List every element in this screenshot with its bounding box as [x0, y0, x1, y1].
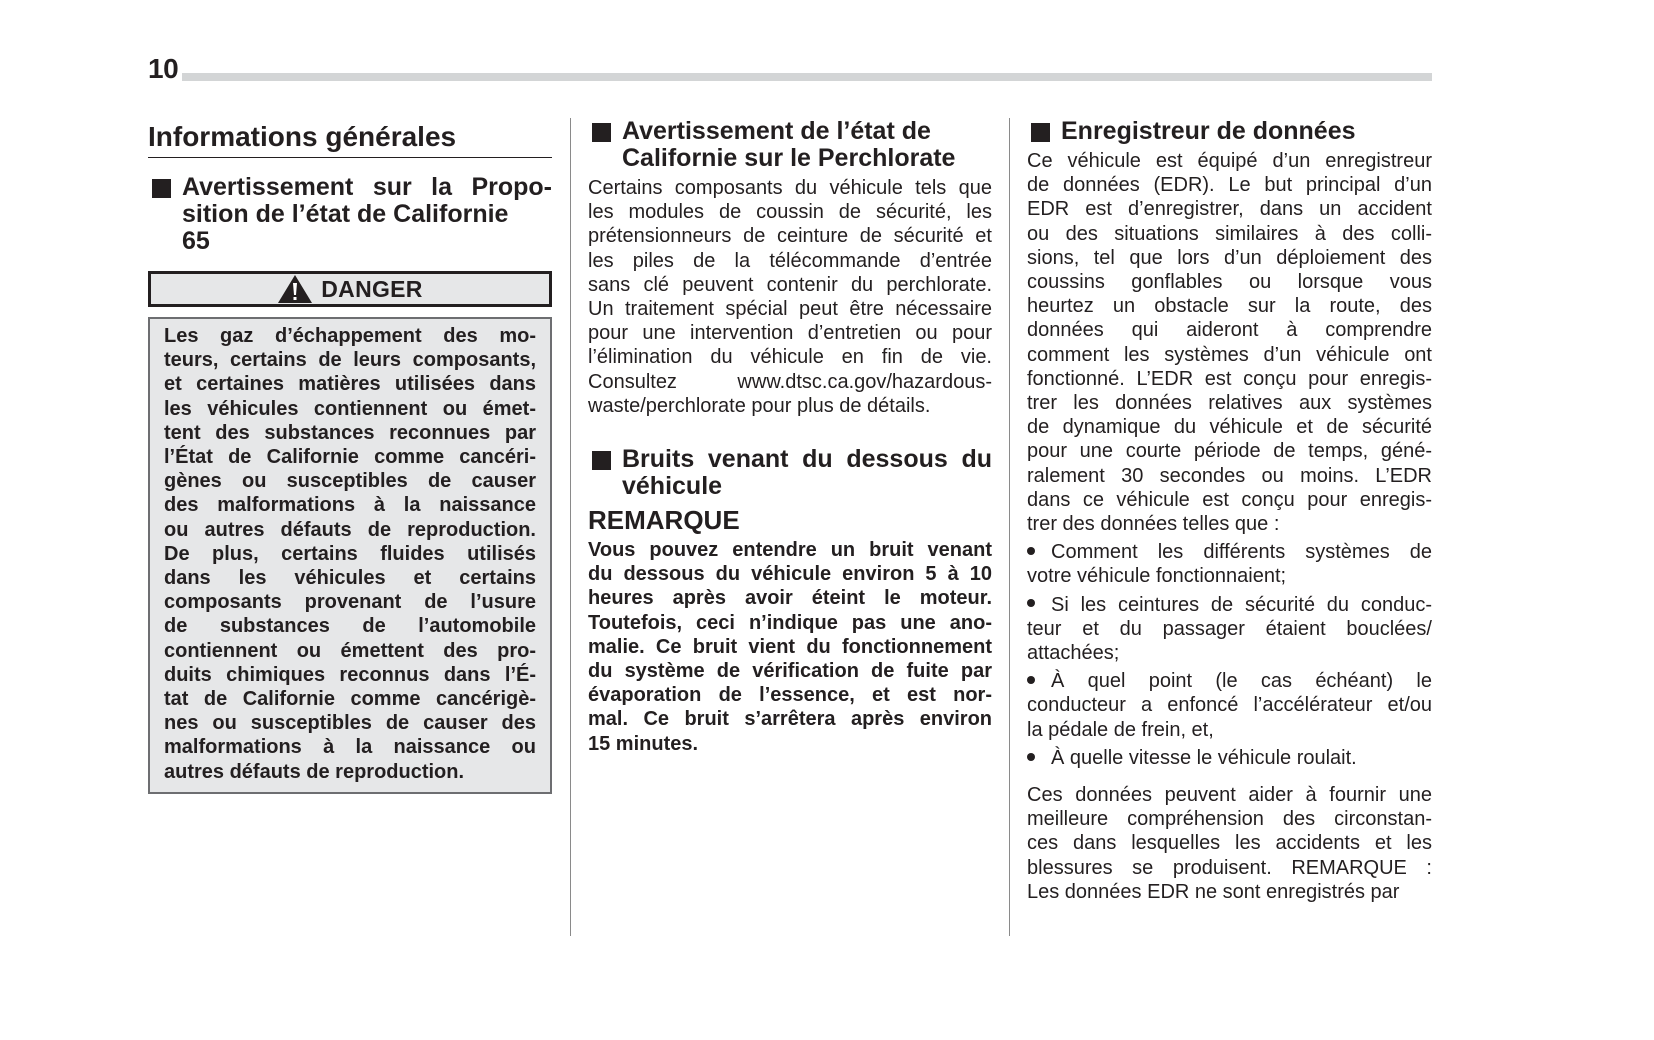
noise-text-line: Vous pouvez entendre un bruit venant — [588, 539, 992, 562]
edr-bullet-item — [1027, 746, 1432, 770]
edr-bullet-item — [1027, 669, 1432, 742]
heading-line: Californie sur le Perchlorate — [622, 144, 956, 172]
edr-closing-line: ces dans lesquelles les accidents et les — [1027, 832, 1432, 855]
perchlorate-text-line: l’élimination du véhicule en fin de vie. — [588, 346, 992, 369]
edr-closing-line: Les données EDR ne sont enregistrés par — [1027, 880, 1400, 903]
edr-text-line: de données (EDR). Le but principal d’un — [1027, 174, 1432, 197]
danger-text-line: teurs, certains de leurs composants, — [164, 349, 536, 372]
danger-text-line: duits chimiques reconnus dans l’É- — [164, 663, 536, 686]
bullet-text-line: Si les ceintures de sécurité du conduc- — [1027, 593, 1432, 617]
noise-text-line: heures après avoir éteint le moteur. — [588, 587, 992, 610]
noise-text-line: mal. Ce bruit s’arrêtera après environ — [588, 708, 992, 731]
edr-text-line: Ce véhicule est équipé d’un enregistreur — [1027, 150, 1432, 172]
danger-text-line: contiennent ou émettent des pro- — [164, 639, 536, 662]
column-edr — [1027, 118, 1432, 904]
edr-bullet-item — [1027, 593, 1432, 666]
heading-square-icon — [592, 123, 611, 142]
edr-text-line: coussins gonflables ou lorsque vous — [1027, 271, 1432, 294]
edr-text-line: EDR est d’enregistrer, dans un accident — [1027, 198, 1432, 221]
bullet-text-line: À quel point (le cas échéant) le — [1027, 669, 1432, 693]
perchlorate-text-line: les piles de la télécommande d’entrée — [588, 249, 992, 272]
column-divider — [570, 118, 571, 936]
danger-text-line: de substances de l’automobile — [164, 615, 536, 638]
edr-closing-line: Ces données peuvent aider à fournir une — [1027, 784, 1432, 807]
edr-closing-line: blessures se produisent. REMARQUE : — [1027, 856, 1432, 879]
noise-text-line: malie. Ce bruit vient du fonctionnement — [588, 635, 992, 658]
perchlorate-text-line: Certains composants du véhicule tels que — [588, 177, 992, 199]
noise-text-line: du système de vérification de fuite par — [588, 660, 992, 683]
page-number: 10 — [148, 53, 179, 84]
edr-text-line: données qui aideront à comprendre — [1027, 319, 1432, 342]
noise-text-line: 15 minutes. — [588, 732, 699, 755]
heading-square-icon — [1031, 123, 1050, 142]
noise-heading — [588, 446, 992, 500]
heading-line: 65 — [182, 227, 210, 255]
edr-intro — [1027, 149, 1432, 536]
bullet-icon — [1027, 547, 1035, 555]
heading-line: Avertissement sur la Propo- — [182, 173, 552, 201]
danger-header — [148, 271, 552, 307]
perchlorate-text-line: sans clé peuvent contenir du perchlorate. — [588, 273, 992, 296]
bullet-text-line: la pédale de frein, et, — [1027, 718, 1214, 741]
edr-text-line: trer les données relatives aux systèmes — [1027, 392, 1432, 415]
perchlorate-heading — [588, 118, 992, 172]
danger-text-line: Les gaz d’échappement des mo- — [164, 325, 536, 347]
danger-label: DANGER — [321, 275, 423, 302]
edr-closing — [1027, 783, 1432, 904]
edr-text-line: dans ce véhicule est conçu pour enregis- — [1027, 488, 1432, 511]
heading-line: sition de l’état de Californie — [182, 200, 509, 228]
heading-square-icon — [152, 179, 171, 198]
edr-text-line: fonctionné. L’EDR est conçu pour enregis- — [1027, 367, 1432, 390]
bullet-icon — [1027, 676, 1035, 684]
edr-heading — [1027, 118, 1432, 145]
perchlorate-text-line: waste/perchlorate pour plus de détails. — [588, 394, 931, 417]
danger-text-line: malformations à la naissance ou — [164, 736, 536, 759]
perchlorate-text-line: prétensionneurs de ceinture de sécurité et — [588, 225, 992, 248]
danger-text-line: les véhicules contiennent ou émet- — [164, 397, 536, 420]
danger-text-line: tat de Californie comme cancérigè- — [164, 688, 536, 711]
danger-message — [148, 317, 552, 794]
bullet-icon — [1027, 753, 1035, 761]
danger-text-line: des malformations à la naissance — [164, 494, 536, 517]
heading-line: Bruits venant du dessous du — [622, 445, 992, 474]
bullet-icon — [1027, 599, 1035, 607]
danger-text-line: De plus, certains fluides utilisés — [164, 542, 536, 565]
edr-text-line: de dynamique du véhicule et de sécurité — [1027, 416, 1432, 439]
bullet-text-line: teur et du passager étaient bouclées/ — [1027, 617, 1432, 640]
edr-text-line: heurtez un obstacle sur la route, des — [1027, 295, 1432, 318]
bullet-text-line: attachées; — [1027, 642, 1120, 665]
header-rule — [182, 73, 1432, 81]
bullet-text-line: conducteur a enfoncé l’accélérateur et/ou — [1027, 694, 1432, 717]
prop65-heading — [148, 174, 552, 255]
perchlorate-body — [588, 176, 992, 418]
column-perchlorate-noise — [588, 118, 992, 756]
edr-bullet-item — [1027, 540, 1432, 588]
warning-triangle-icon — [277, 274, 313, 304]
edr-text-line: trer des données telles que : — [1027, 513, 1280, 536]
edr-closing-line: meilleure compréhension des circonstan- — [1027, 808, 1432, 831]
danger-text-line: l’État de Californie comme cancéri- — [164, 446, 536, 469]
bullet-text-line: À quelle vitesse le véhicule roulait. — [1027, 746, 1432, 770]
edr-text-line: ralement 30 secondes ou moins. L’EDR — [1027, 464, 1432, 487]
perchlorate-text-line: pour une intervention d’entretien ou pour — [588, 322, 992, 345]
edr-text-line: sions, tel que lors d’un déploiement des — [1027, 246, 1432, 269]
section-title: Informations générales — [148, 118, 552, 158]
column-divider — [1009, 118, 1010, 936]
edr-text-line: comment les systèmes d’un véhicule ont — [1027, 343, 1432, 366]
heading-line: Enregistreur de données — [1061, 117, 1356, 145]
remarque-label: REMARQUE — [588, 505, 740, 536]
danger-text-line: dans les véhicules et certains — [164, 567, 536, 590]
danger-text-line: et certaines matières utilisées dans — [164, 373, 536, 396]
bullet-text-line: votre véhicule fonctionnaient; — [1027, 565, 1287, 588]
perchlorate-text-line: Un traitement spécial peut être nécessaire — [588, 298, 992, 321]
column-general-info — [148, 118, 552, 794]
heading-square-icon — [592, 451, 611, 470]
perchlorate-text-line: Consultez www.dtsc.ca.gov/hazardous- — [588, 370, 992, 393]
edr-text-line: ou des situations similaires à des colli- — [1027, 222, 1432, 245]
edr-text-line: pour une courte période de temps, géné- — [1027, 440, 1432, 463]
bullet-text-line: Comment les différents systèmes de — [1027, 540, 1432, 564]
danger-text-line: autres défauts de reproduction. — [164, 760, 465, 783]
noise-note — [588, 538, 992, 756]
edr-bullet-list — [1027, 536, 1432, 770]
noise-text-line: Toutefois, ceci n’indique pas une ano- — [588, 611, 992, 634]
danger-text-line: composants provenant de l’usure — [164, 591, 536, 614]
heading-line: Avertissement de l’état de — [622, 117, 931, 145]
noise-text-line: évaporation de l’essence, et est nor- — [588, 684, 992, 707]
noise-text-line: du dessous du véhicule environ 5 à 10 — [588, 563, 992, 586]
danger-text-line: gènes ou susceptibles de causer — [164, 470, 536, 493]
perchlorate-text-line: les modules de coussin de sécurité, les — [588, 201, 992, 224]
heading-line: véhicule — [622, 472, 723, 501]
danger-text-line: ou autres défauts de reproduction. — [164, 518, 536, 541]
danger-text-line: nes ou susceptibles de causer des — [164, 712, 536, 735]
danger-text-line: tent des substances reconnues par — [164, 421, 536, 444]
